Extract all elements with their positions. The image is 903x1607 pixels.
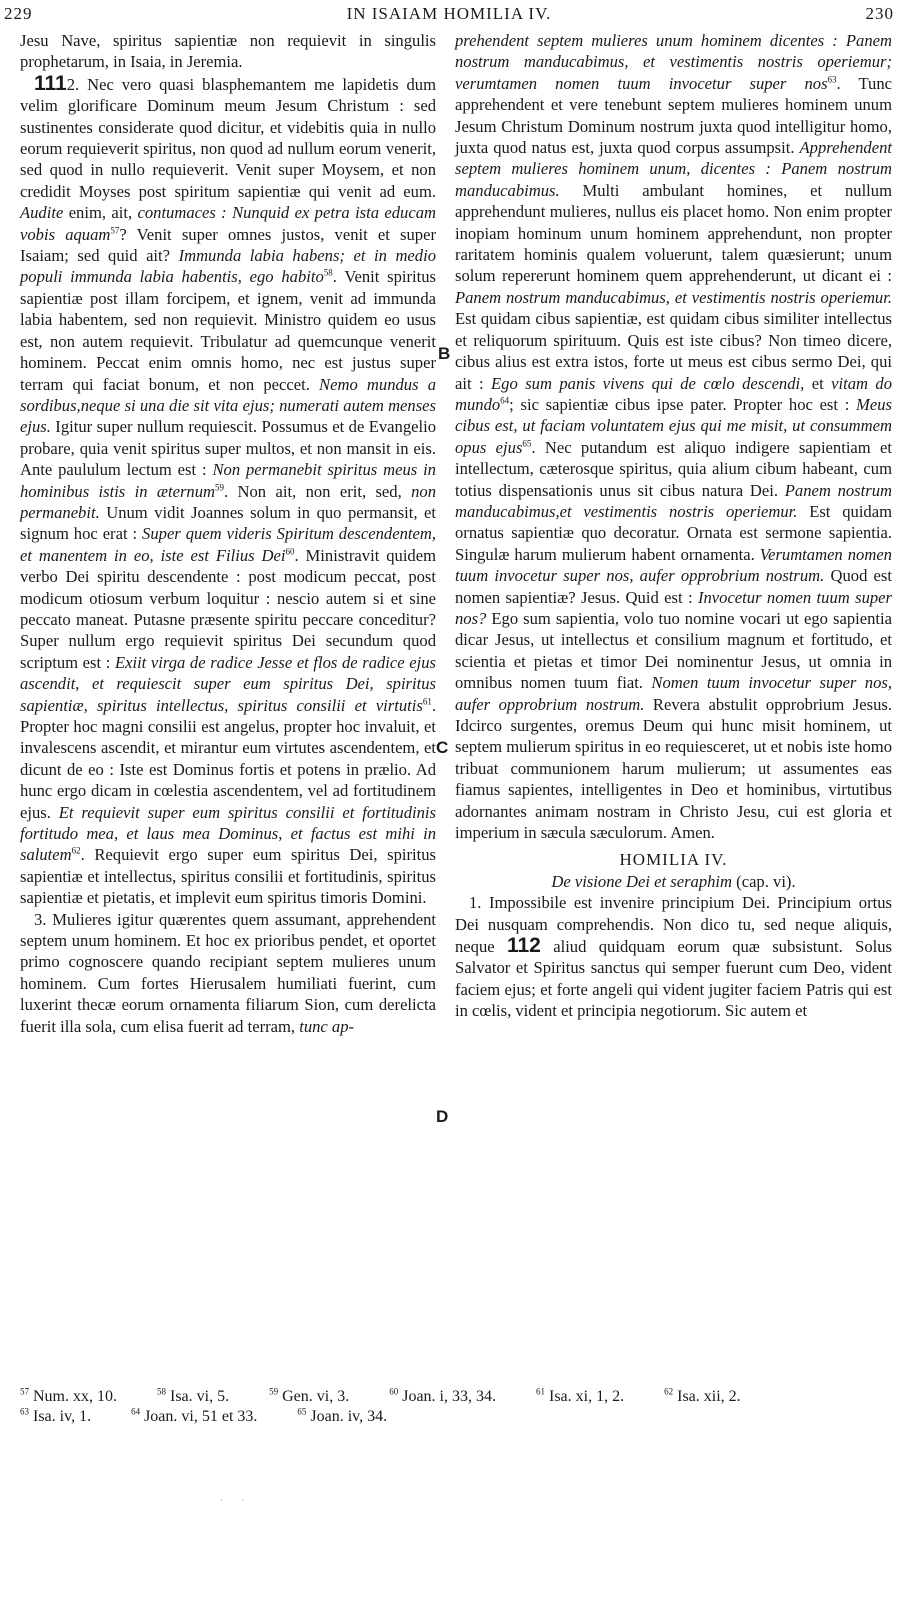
footnote-text: Isa. iv, 1. bbox=[29, 1408, 92, 1425]
footnote-text: Joan. vi, 51 et 33. bbox=[140, 1408, 258, 1425]
quotation: Panem nostrum manducabimus,et vestimentis nostris operiemur. bbox=[455, 480, 892, 521]
text: . Non ait, non erit, sed, bbox=[224, 481, 412, 501]
text: enim, ait, bbox=[63, 203, 138, 223]
quotation: Verumtamen nomen tuum invocetur super nos, aufer opprobrium nostrum. bbox=[455, 544, 892, 586]
footnote bbox=[536, 1388, 642, 1405]
margin-letter-b: B bbox=[438, 344, 451, 363]
text: Unum vidit Joannes solum in quo permansit, et signum hoc erat : bbox=[20, 502, 436, 544]
text: 2. Nec vero quasi blasphemantem me lapidetis dum velim glorificare Dominum meum Jesum Christum : sed sustinentes considerate quod dicitur, et videbitis quia in nullo eorum requieverit spiritus, non quod ad nullum eorum venerit, sed quod in nullo requieverit. Venit super Moysem, et non credidit Moyses post spiritum sapientiæ qui venit ad eum. bbox=[20, 74, 436, 201]
footnote-text: Isa. vi, 5. bbox=[166, 1388, 230, 1405]
footnote-text: Gen. vi, 3. bbox=[278, 1388, 350, 1405]
subtitle-chapter: (cap. vi). bbox=[732, 871, 796, 891]
footnote-text: Num. xx, 10. bbox=[29, 1388, 117, 1405]
footnote-ref: 60 bbox=[285, 546, 295, 557]
quotation: Meus cibus est, ut faciam voluntatem ejus qui me misit, ut consummem opus ejus bbox=[455, 394, 892, 457]
text: . Ministravit quidem verbo Dei spiritu descendente : post modicum peccat, post modicum otiosum verbum loquitur : nescio autem si et sine peccato maneat. Putasne præsente spiritu peccare conceditur? Super nullum ergo requievit spiritus Dei secundum quod scriptum est : bbox=[20, 545, 436, 672]
right-column bbox=[455, 30, 892, 1022]
footnote-ref: 57 bbox=[110, 225, 120, 236]
footnote-text: Isa. xi, 1, 2. bbox=[545, 1388, 625, 1405]
text: ; sic sapientiæ cibus ipse pater. Propter hoc est : bbox=[509, 394, 857, 414]
text: 1. Impossibile est invenire principium Dei. Principium ortus Dei nusquam comprehendis. Non dico tu, sed neque aliquis, neque bbox=[455, 893, 892, 957]
running-header bbox=[4, 4, 894, 26]
quotation: Nemo mundus a sordibus,neque si una die sit vita ejus; numerati autem menses ejus. bbox=[20, 374, 436, 437]
quotation: Apprehendent septem mulieres hominem unum, dicentes : Panem nostrum manducabimus. bbox=[455, 138, 892, 200]
footnote bbox=[20, 1388, 135, 1405]
footnote-number: 62 bbox=[664, 1386, 674, 1397]
footnote-ref: 63 bbox=[827, 74, 837, 85]
text: Multi ambulant homines, et nullum apprehendunt mulieres, nullus eis placet homo. Non enim propter inopiam hominum unum hominem apprehendunt, non propter raritatem hominis qualem voluerunt, talem quæsierunt; unum solum repererunt hominem quem apprehenderunt, ut dicant ei : bbox=[455, 180, 892, 286]
quotation: Invocetur nomen tuum super nos? bbox=[455, 587, 892, 628]
quotation: Et requievit super eum spiritus consilii et fortitudinis fortitudo mea, et laus mea Dominus, et factus est mihi in salutem bbox=[20, 802, 436, 865]
margin-letter-d: D bbox=[436, 1107, 449, 1126]
footnotes bbox=[20, 1387, 890, 1427]
quotation: Audite bbox=[20, 203, 64, 223]
text: . Tunc apprehendent et vere tenebunt septem mulieres hominem unum Jesum Christum Dominum nostrum juxta quod intelligitur homo, juxta quod natus est, juxta quod corpus assumpsit. bbox=[455, 73, 893, 158]
running-title: IN ISAIAM HOMILIA IV. bbox=[346, 4, 552, 23]
scan-specks: · · bbox=[220, 1495, 253, 1505]
footnote-number: 61 bbox=[536, 1386, 545, 1397]
quotation: Exiit virga de radice Jesse et flos de radice ejus ascendit, et requiescit super eum spiritus Dei, spiritus sapientiæ, spiritus intellectus, spiritus consilii et virtutis bbox=[20, 652, 436, 715]
footnote bbox=[131, 1408, 275, 1425]
footnote-ref: 58 bbox=[323, 267, 333, 278]
text: Est quidam cibus sapientiæ, est quidam cibus similiter intellectus et reliquorum spirituum. Quis est iste cibus? Non timeo dicere, cibus alius est extra istos, forte ut meus est cibus sermo Dei, qui ait : bbox=[455, 309, 892, 393]
text: aliud quidquam eorum quæ subsistunt. Solus Salvator et Spiritus sanctus qui semper fuerunt cum Deo, vident faciem ejus; et forte angeli qui vident jugiter faciem Patris qui est in cœlis, vident et principia negotiorum. Sic autem et bbox=[455, 937, 893, 1021]
quotation: contumaces : Nunquid ex petra ista educam vobis aquam bbox=[20, 203, 437, 244]
margin-letter-c: C bbox=[436, 738, 449, 757]
footnote-ref: 59 bbox=[215, 482, 224, 492]
quotation: prehendent septem mulieres unum hominem dicentes : Panem nostrum manducabimus, et vestimentis nostris operiemur; verumtamen nomen tuum invocetur super nos bbox=[455, 31, 892, 93]
text: Est quidam ornatus sapientiæ quo decoratur. Ornata est sermone sapientia. Singulæ harum mulierum habent ornamenta. bbox=[455, 501, 893, 564]
footnote bbox=[664, 1388, 759, 1405]
quotation: Ego sum panis vivens qui de cœlo descendi, bbox=[491, 373, 805, 393]
text: et bbox=[804, 373, 832, 393]
text: . Requievit ergo super eum spiritus Dei, spiritus sapientiæ et intellectus, spiritus consilii et fortitudinis, spiritus sapientiæ et pietatis, et implevit eum spiritus timoris Domini. bbox=[20, 845, 436, 908]
column-number: 111 bbox=[34, 71, 67, 95]
quotation: Panem nostrum manducabimus, et vestimentis nostris operiemur. bbox=[455, 287, 892, 307]
footnote-number: 63 bbox=[20, 1406, 29, 1417]
footnote bbox=[297, 1408, 405, 1425]
homily-subtitle bbox=[455, 871, 892, 892]
footnote bbox=[20, 1408, 109, 1425]
footnote-number: 59 bbox=[269, 1386, 279, 1397]
footnote-number: 65 bbox=[297, 1406, 307, 1417]
column-number: 112 bbox=[506, 934, 541, 958]
page-number-left: 229 bbox=[4, 4, 33, 23]
paragraph bbox=[20, 73, 436, 909]
paragraph bbox=[20, 909, 436, 1037]
paragraph: Jesu Nave, spiritus sapientiæ non requievit in singulis prophetarum, in Isaia, in Jeremia. bbox=[20, 31, 436, 72]
footnote-ref: 64 bbox=[500, 395, 510, 406]
text: ? Venit super omnes justos, venit et super Isaiam; sed quid ait? bbox=[20, 224, 436, 266]
text: Quod est nomen sapientiæ? Jesus. Quid est : bbox=[455, 566, 892, 607]
quotation: vitam do mundo bbox=[455, 373, 893, 414]
footnote-text: Joan. iv, 34. bbox=[306, 1408, 388, 1425]
left-column bbox=[20, 30, 436, 1037]
quotation: Immunda labia habens; et in medio populi immunda labia habentis, ego habito bbox=[20, 246, 436, 287]
footnote-number: 60 bbox=[389, 1386, 399, 1397]
subtitle-italic: De visione Dei et seraphim bbox=[551, 871, 733, 891]
paragraph bbox=[455, 892, 892, 1021]
footnote-ref: 65 bbox=[522, 438, 532, 449]
footnote-ref: 61 bbox=[422, 696, 432, 707]
footnote-number: 57 bbox=[20, 1386, 29, 1397]
text: . Propter hoc magni consilii est angelus, propter hoc invaluit, et invalescens ascendit, et mirantur eum virtutes ascendentem, et dicunt de eo : Iste est Dominus fortis et potens in prælio. Ad hunc ergo dicam in cœlestia ascendentem, vel ad fortitudinem ejus. bbox=[20, 695, 436, 822]
footnote-text: Isa. xii, 2. bbox=[673, 1388, 741, 1405]
footnote bbox=[389, 1388, 514, 1405]
quotation: Nomen tuum invocetur super nos, aufer opprobrium nostrum. bbox=[455, 673, 893, 714]
text: . Nec putandum est aliquo indigere sapientiam et intellectum, cæterosque spiritus, quia alium cibum habeant, cum totius dispensationis unus sit cibus natura Dei. bbox=[455, 437, 893, 500]
text: Ego sum sapientia, volo tuo nomine vocari ut ego sapientia dicar Jesus, ut intellectus et consilium magnum et fortitudo, et scientia et pietas et timor Dei nominentur Jesus, ut omnia in omnibus nomen tuum fiat. bbox=[455, 608, 892, 693]
footnote-number: 64 bbox=[131, 1406, 141, 1417]
footnote-number: 58 bbox=[157, 1386, 166, 1397]
homily-title: HOMILIA IV. bbox=[619, 850, 728, 870]
quotation: tunc ap- bbox=[299, 1016, 355, 1036]
footnote bbox=[157, 1388, 247, 1405]
footnote-text: Joan. i, 33, 34. bbox=[398, 1388, 496, 1405]
quotation: Super quem videris Spiritum descendentem, et manentem in eo, iste est Filius Dei bbox=[20, 524, 436, 565]
footnote bbox=[269, 1388, 367, 1405]
text: Revera abstulit opprobrium Jesus. Idcirco surgentes, oremus Deum qui hunc misit hominem, ut septem mulierum spiritus in eo requiesceret, ut et nobis iste homo tribuat communionem harum mulierum; ut assumentes eas fiamus sapientes, intelligentes in Deo et hominibus, virtutibus adornantes animam nostram in Christo Jesu, cui est gloria et imperium in sæcula sæculorum. Amen. bbox=[455, 694, 892, 843]
paragraph bbox=[455, 30, 892, 843]
text: . Venit spiritus sapientiæ post illam forcipem, et ignem, venit ad immunda labia habentem, sed non requievit. Ministro quidem eo usus est, non autem requievit. Tribulatur ad quemcunque venerit hominem. Peccat enim omnis homo, nec est justus super terram qui faciat bonum, et non peccet. bbox=[20, 267, 436, 394]
text: Igitur super nullum requiescit. Possumus et de Evangelio probare, quia venit spiritus super multos, et non mansit in eis. Ante paululum lectum est : bbox=[20, 417, 436, 480]
page-number-right: 230 bbox=[865, 4, 894, 23]
quotation: Non permanebit spiritus meus in hominibus istis in æternum bbox=[20, 460, 436, 501]
text: 3. Mulieres igitur quærentes quem assumant, apprehendent septem unum hominem. Et hoc ex prioribus pendet, et oportet primo cognoscere quando recipiant septem mulieres unum hominem. Cum fortes Hierusalem humiliati fuerint, cum luxerint thecæ eorum ornamenta filiarum Sion, cum derelicta fuerit illa sola, cum elisa fuerit ad terram, bbox=[20, 909, 436, 1036]
footnote-ref: 62 bbox=[71, 845, 81, 856]
quotation: non permanebit. bbox=[20, 481, 436, 522]
